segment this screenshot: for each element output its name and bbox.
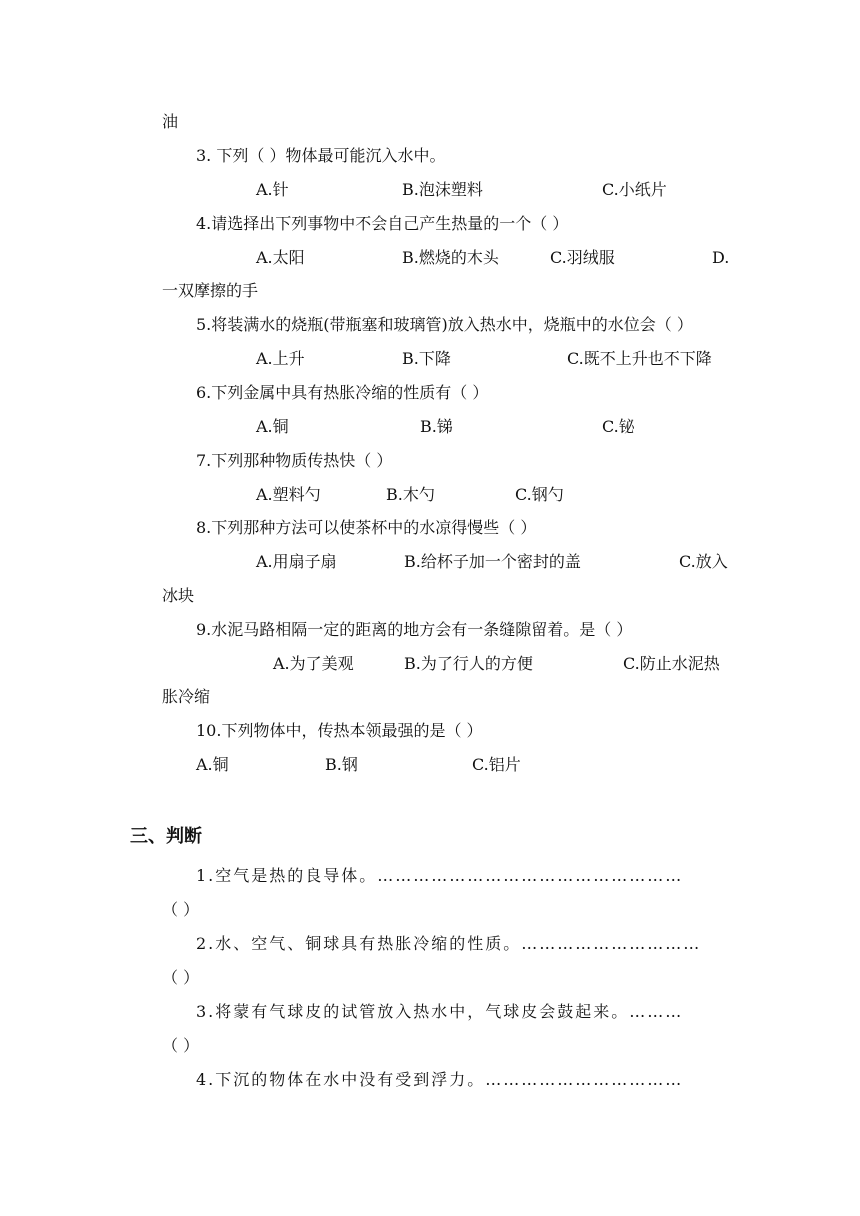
- question-6-stem: 6.下列金属中具有热胀冷缩的性质有（ ）: [196, 383, 489, 402]
- question-9-option-c: C.防止水泥热: [623, 654, 720, 673]
- question-10-option-b: B.钢: [325, 755, 358, 774]
- question-9-stem: 9.水泥马路相隔一定的距离的地方会有一条缝隙留着。是（ ）: [196, 620, 633, 639]
- judge-item-2-paren: （ ）: [162, 968, 200, 987]
- question-6-option-b: B.锑: [420, 417, 453, 436]
- question-8-option-c: C.放入: [679, 552, 728, 571]
- judge-item-2-text: 2.水、空气、铜球具有热胀冷缩的性质。…………………………: [196, 934, 702, 953]
- question-5-option-a: A.上升: [256, 349, 305, 368]
- question-5-option-b: B.下降: [402, 349, 451, 368]
- question-4-option-a: A.太阳: [256, 248, 305, 267]
- question-8-option-a: A.用扇子扇: [256, 552, 337, 571]
- question-8-option-c-tail: 冰块: [162, 586, 195, 605]
- question-10-option-a: A.铜: [196, 755, 229, 774]
- question-4-stem: 4.请选择出下列事物中不会自己产生热量的一个（ ）: [196, 214, 569, 233]
- question-5-stem: 5.将装满水的烧瓶(带瓶塞和玻璃管)放入热水中，烧瓶中的水位会（ ）: [196, 315, 693, 334]
- section-heading-judge: 三、判断: [130, 826, 202, 847]
- question-7-option-a: A.塑料勺: [256, 485, 321, 504]
- prev-question-tail: 油: [162, 112, 179, 131]
- question-9-option-b: B.为了行人的方便: [404, 654, 533, 673]
- question-3-stem: 3. 下列（ ）物体最可能沉入水中。: [196, 146, 446, 165]
- question-8-option-b: B.给杯子加一个密封的盖: [404, 552, 581, 571]
- question-5-option-c: C.既不上升也不下降: [567, 349, 712, 368]
- question-7-stem: 7.下列那种物质传热快（ ）: [196, 451, 393, 470]
- question-3-option-a: A.针: [256, 180, 289, 199]
- question-4-option-d-tail: 一双摩擦的手: [162, 281, 259, 300]
- question-7-option-c: C.钢勺: [515, 485, 564, 504]
- question-9-option-a: A.为了美观: [273, 654, 354, 673]
- judge-item-1-text: 1.空气是热的良导体。……………………………………………: [196, 866, 684, 885]
- question-8-stem: 8.下列那种方法可以使茶杯中的水凉得慢些（ ）: [196, 518, 537, 537]
- judge-item-1-paren: （ ）: [162, 900, 200, 919]
- question-9-option-c-tail: 胀冷缩: [162, 687, 211, 706]
- judge-item-3-paren: （ ）: [162, 1036, 200, 1055]
- question-4-option-c: C.羽绒服: [550, 248, 615, 267]
- question-4-option-b: B.燃烧的木头: [402, 248, 499, 267]
- judge-item-3-text: 3.将蒙有气球皮的试管放入热水中，气球皮会鼓起来。………: [196, 1002, 684, 1021]
- question-3-option-b: B.泡沫塑料: [402, 180, 483, 199]
- judge-item-4-text: 4.下沉的物体在水中没有受到浮力。……………………………: [196, 1070, 684, 1089]
- question-10-stem: 10.下列物体中，传热本领最强的是（ ）: [196, 721, 483, 740]
- question-6-option-a: A.铜: [256, 417, 289, 436]
- question-7-option-b: B.木勺: [386, 485, 435, 504]
- question-6-option-c: C.铋: [602, 417, 635, 436]
- question-10-option-c: C.铝片: [472, 755, 521, 774]
- question-4-option-d-prefix: D.: [712, 248, 730, 267]
- question-3-option-c: C.小纸片: [602, 180, 667, 199]
